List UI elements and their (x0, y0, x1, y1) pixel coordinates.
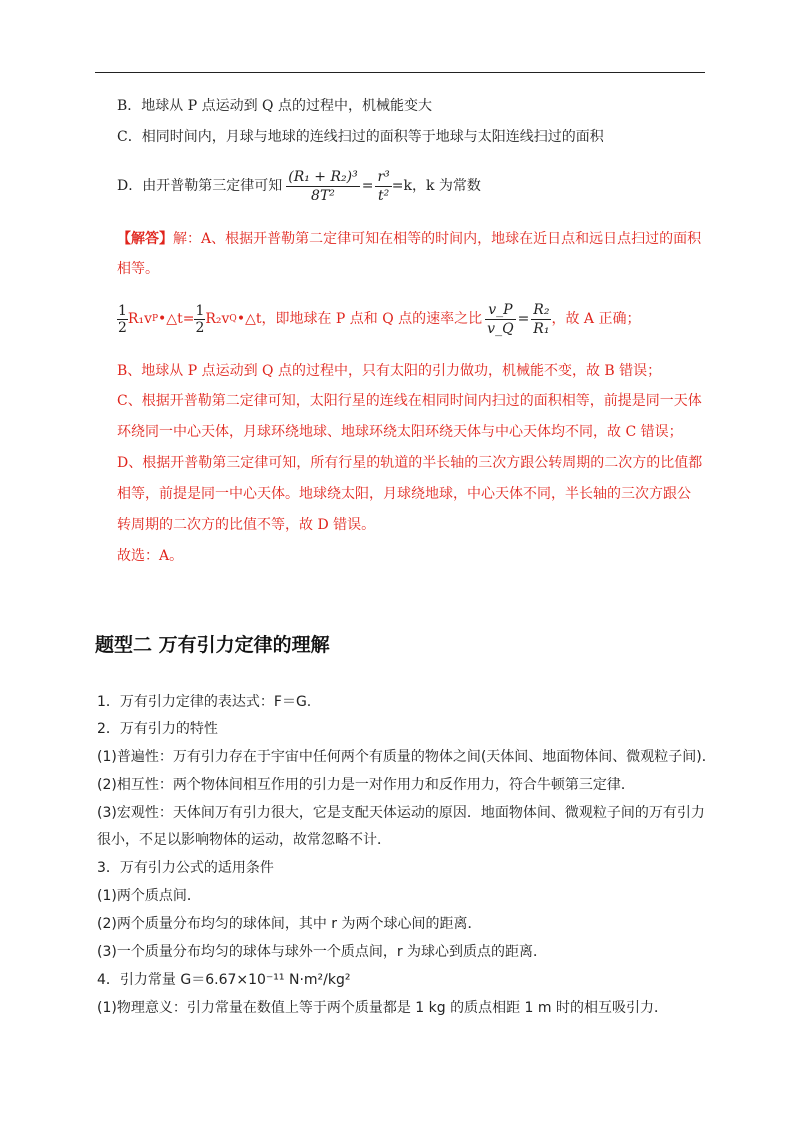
equals-sign: = (361, 178, 374, 194)
half-den: 2 (118, 319, 127, 336)
eq-term-d: •△t，即地球在 P 点和 Q 点的速率之比 (236, 311, 483, 327)
answer-d-2: 相等，前提是同一中心天体。地球绕太阳，月球绕地球，中心天体不同，半长轴的三次方跟公 (117, 486, 691, 502)
option-d-suffix: =k，k 为常数 (391, 178, 481, 194)
half-fraction-2 (194, 303, 205, 336)
answer-text-1: 解：A、根据开普勒第二定律可知在相等的时间内，地球在近日点和远日点扫过的面积 (173, 231, 702, 247)
section-line-3: (1)普遍性：万有引力存在于宇宙中任何两个有质量的物体之间(天体间、地面物体间、微观粒子间)． (97, 749, 716, 765)
half-num: 1 (195, 302, 205, 319)
section-line-11: 4．引力常量 G＝6.67×10⁻¹¹ N·m²/kg² (97, 972, 351, 988)
section-line-4: (2)相互性：两个物体间相互作用的引力是一对作用力和反作用力，符合牛顿第三定律． (97, 777, 635, 793)
section-line-5: (3)宏观性：天体间万有引力很大，它是支配天体运动的原因．地面物体间、微观粒子间的万有引力 (97, 805, 705, 821)
section-line-10: (3)一个质量分布均匀的球体与球外一个质点间，r 为球心到质点的距离． (97, 944, 548, 960)
answer-d-1: D、根据开普勒第三定律可知，所有行星的轨道的半长轴的三次方跟公转周期的二次方的比值都 (117, 455, 703, 471)
section-line-7: 3．万有引力公式的适用条件 (97, 860, 274, 876)
answer-b: B、地球从 P 点运动到 Q 点的过程中，只有太阳的引力做功，机械能不变，故 B 错误； (117, 363, 662, 379)
eq-term-a: R₁v (127, 311, 152, 327)
option-d-fraction-2 (375, 168, 391, 205)
ratio-equals: = (517, 311, 530, 327)
ratio-fraction-2 (531, 301, 551, 338)
option-d-prefix: D．由开普勒第三定律可知 (117, 178, 283, 194)
fraction-denominator: 8T² (311, 187, 335, 204)
eq-term-c: R₂v (205, 311, 230, 327)
eq-sub-c: Q (229, 314, 237, 324)
option-c: C．相同时间内，月球与地球的连线扫过的面积等于地球与太阳连线扫过的面积 (117, 129, 604, 145)
section-line-1: 1．万有引力定律的表达式：F＝G. (97, 694, 312, 710)
section-line-2: 2．万有引力的特性 (97, 721, 218, 737)
answer-c-2: 环绕同一中心天体，月球环绕地球、地球环绕太阳环绕天体与中心天体均不同，故 C 错误； (117, 424, 683, 440)
ratio-fraction (485, 301, 515, 338)
fraction-numerator: (R₁ + R₂)³ (288, 168, 358, 185)
section-line-9: (2)两个质量分布均匀的球体间，其中 r 为两个球心间的距离． (97, 916, 482, 932)
answer-d-3: 转周期的二次方的比值不等，故 D 错误。 (117, 517, 376, 533)
eq-term-b: •△t= (158, 311, 195, 327)
half-den: 2 (195, 319, 205, 336)
eq-sub-a: P (151, 314, 159, 324)
header-rule (95, 72, 705, 73)
answer-line-2: 相等。 (117, 261, 159, 277)
eq-end: ，故 A 正确； (551, 311, 641, 327)
section-line-6: 很小，不足以影响物体的运动，故常忽略不计． (97, 832, 391, 848)
half-num: 1 (118, 302, 127, 319)
half-fraction (117, 303, 128, 336)
ratio-num-2: R₂ (533, 301, 550, 318)
answer-choice: 故选：A。 (117, 548, 184, 564)
option-b: B．地球从 P 点运动到 Q 点的过程中，机械能变大 (117, 98, 432, 114)
fraction-denominator: t² (377, 187, 390, 204)
section-line-8: (1)两个质点间． (97, 888, 201, 904)
section-title: 题型二 万有引力定律的理解 (95, 634, 330, 656)
ratio-den: v_Q (487, 320, 514, 337)
section-line-12: (1)物理意义：引力常量在数值上等于两个质量都是 1 kg 的质点相距 1 m 时的相互吸引力． (97, 1000, 668, 1016)
answer-equation (117, 297, 640, 341)
answer-tag: 【解答】 (117, 231, 173, 247)
answer-line-1 (117, 229, 701, 249)
option-d (117, 164, 481, 208)
ratio-den-2: R₁ (533, 320, 550, 337)
option-d-fraction (286, 168, 359, 205)
answer-c-1: C、根据开普勒第二定律可知，太阳行星的连线在相同时间内扫过的面积相等，前提是同一天体 (117, 393, 702, 409)
fraction-numerator: r³ (377, 168, 390, 185)
ratio-num: v_P (485, 301, 515, 320)
